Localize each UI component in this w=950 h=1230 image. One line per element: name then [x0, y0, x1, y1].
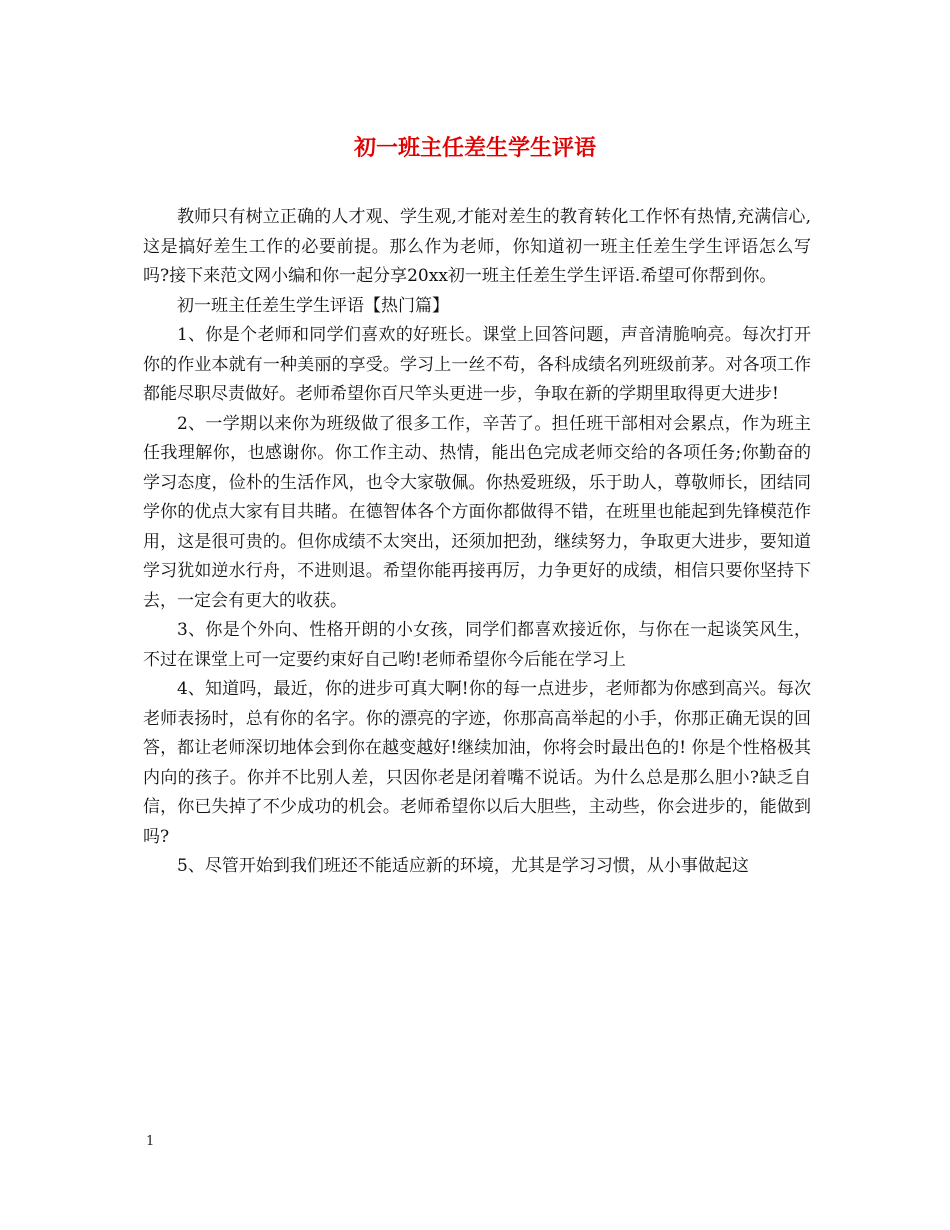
page-number: 1 — [146, 1134, 155, 1149]
comment-paragraph-3: 3、你是个外向、性格开朗的小女孩，同学们都喜欢接近你，与你在一起谈笑风生，不过在课堂上可一定要约束好自己哟!老师希望你今后能在学习上 — [143, 620, 811, 670]
comment-paragraph-4: 4、知道吗，最近，你的进步可真大啊!你的每一点进步，老师都为你感到高兴。每次老师表扬时，总有你的名字。你的漂亮的字迹，你那高高举起的小手，你那正确无误的回答，都让老师深切地体会到你在越变越好!继续加油，你将会时最出色的! 你是个性格极其内向的孩子。你并不比别人差，只因你老是闭着嘴不说话。为什么总是那么胆小?缺乏自信，你已失掉了不少成功的机会。老师希望你以后大胆些，主动些，你会进步的，能做到吗? — [143, 679, 811, 847]
document-body — [143, 203, 811, 882]
page-title: 初一班主任差生学生评语 — [353, 135, 596, 161]
comment-paragraph-5: 5、尽管开始到我们班还不能适应新的环境，尤其是学习习惯，从小事做起这 — [177, 856, 749, 876]
section-heading: 初一班主任差生学生评语【热门篇】 — [177, 295, 449, 316]
comment-paragraph-1: 1、你是个老师和同学们喜欢的好班长。课堂上回答问题，声音清脆响亮。每次打开你的作业本就有一种美丽的享受。学习上一丝不苟，各科成绩名列班级前茅。对各项工作都能尽职尽责做好。老师希望你百尺竿头更进一步，争取在新的学期里取得更大进步! — [143, 325, 811, 404]
comment-paragraph-2: 2、一学期以来你为班级做了很多工作，辛苦了。担任班干部相对会累点，作为班主任我理解你，也感谢你。你工作主动、热情，能出色完成老师交给的各项任务;你勤奋的学习态度，俭朴的生活作风，也令大家敬佩。你热爱班级，乐于助人，尊敬师长，团结同学你的优点大家有目共睹。在德智体各个方面你都做得不错，在班里也能起到先锋模范作用，这是很可贵的。但你成绩不太突出，还须加把劲，继续努力，争取更大进步，要知道学习犹如逆水行舟，不进则退。希望你能再接再厉，力争更好的成绩，相信只要你坚持下去，一定会有更大的收获。 — [143, 413, 811, 611]
intro-paragraph: 教师只有树立正确的人才观、学生观,才能对差生的教育转化工作怀有热情,充满信心,这是搞好差生工作的必要前提。那么作为老师，你知道初一班主任差生学生评语怎么写吗?接下来范文网小编和你一起分享20xx初一班主任差生学生评语.希望可你帮到你。 — [143, 207, 811, 286]
